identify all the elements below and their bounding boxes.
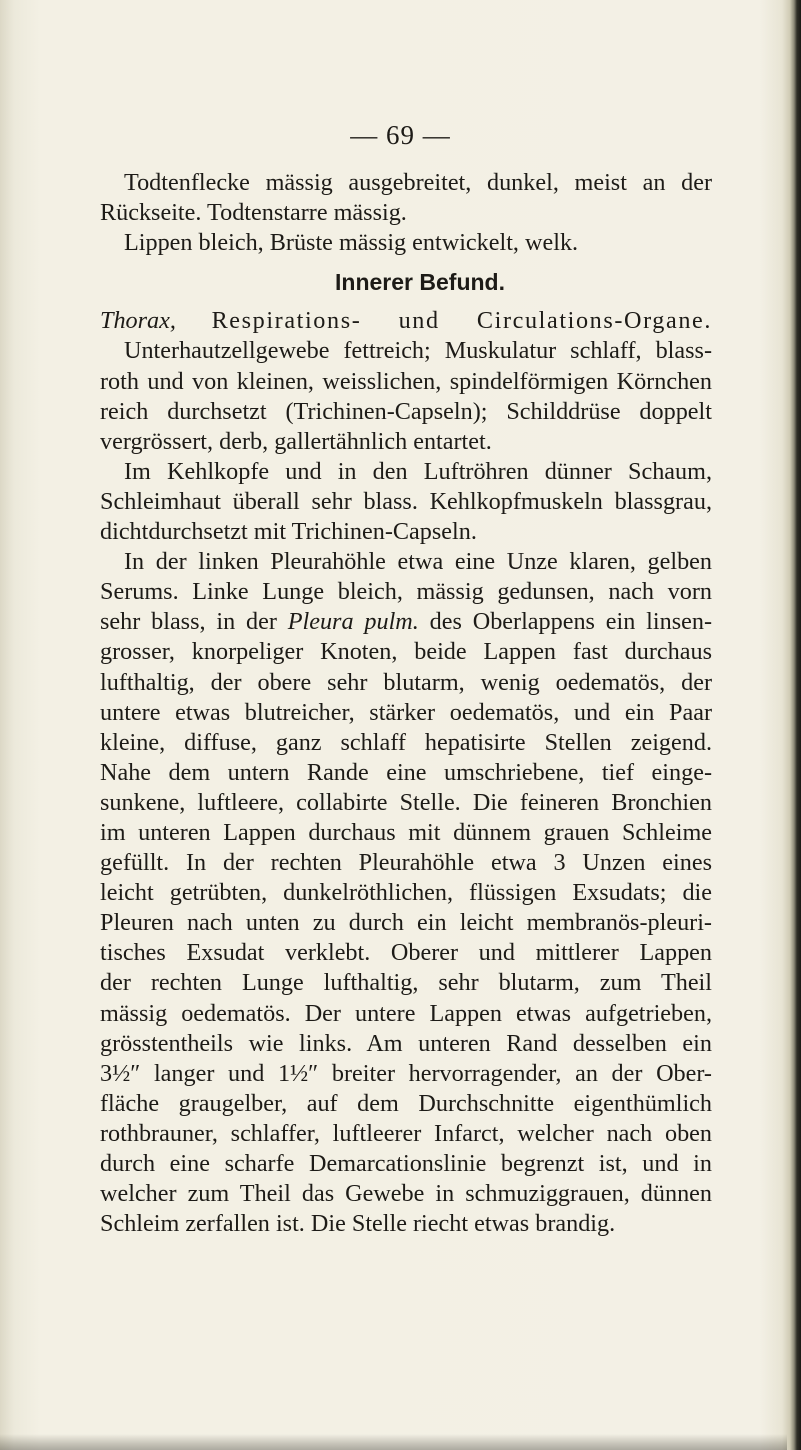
text-line: rothbrauner, schlaffer, luftleerer Infarct, welcher nach oben	[100, 1119, 712, 1147]
text-line: Serums. Linke Lunge bleich, mässig gedunsen, nach vorn	[100, 578, 712, 606]
text-line	[100, 306, 712, 336]
text-line: dichtdurchsetzt mit Trichinen-Capseln.	[100, 518, 477, 546]
text-line: roth und von kleinen, weisslichen, spindelförmigen Körnchen	[100, 367, 712, 395]
text-line: Unterhautzellgewebe fettreich; Muskulatur schlaff, blass-	[124, 337, 712, 365]
text-line: 3½″ langer und 1½″ breiter hervorragender, an der Ober-	[100, 1059, 712, 1087]
text-line: Pleuren nach unten zu durch ein leicht membranös-pleuri-	[100, 909, 712, 937]
text-line: lufthaltig, der obere sehr blutarm, wenig oedematös, der	[100, 668, 712, 696]
text-line: sunkene, luftleere, collabirte Stelle. Die feineren Bronchien	[100, 788, 712, 816]
text-line: vergrössert, derb, gallertähnlich entartet.	[100, 427, 492, 455]
text-line: Im Kehlkopfe und in den Luftröhren dünner Schaum,	[124, 457, 712, 485]
thorax-subtitle: Respirations- und Circulations-Organe.	[211, 307, 712, 335]
text-line: gefüllt. In der rechten Pleurahöhle etwa 3 Unzen eines	[100, 849, 712, 877]
body-text	[100, 168, 712, 1239]
text-line	[100, 607, 712, 637]
text-line: Rückseite. Todtenstarre mässig.	[100, 199, 407, 227]
text-line: durch eine scharfe Demarcationslinie begrenzt ist, und in	[100, 1150, 712, 1177]
text-line: im unteren Lappen durchaus mit dünnem grauen Schleime	[100, 818, 712, 846]
page-bottom-shadow	[0, 1434, 787, 1450]
page-number: — 69 —	[350, 120, 451, 150]
section-heading: Innerer Befund.	[335, 269, 505, 296]
text-line: In der linken Pleurahöhle etwa eine Unze klaren, gelben	[124, 548, 712, 576]
text-line: kleine, diffuse, ganz schlaff hepatisirte Stellen zeigend.	[100, 728, 712, 756]
text-line: welcher zum Theil das Gewebe in schmuziggrauen, dünnen	[100, 1180, 712, 1208]
text-line: mässig oedematös. Der untere Lappen etwas aufgetrieben,	[100, 999, 712, 1027]
text-line: reich durchsetzt (Trichinen-Capseln); Schilddrüse doppelt	[100, 397, 712, 425]
text-line: Lippen bleich, Brüste mässig entwickelt, welk.	[124, 229, 579, 257]
text-line: tisches Exsudat verklebt. Oberer und mittlerer Lappen	[100, 939, 712, 967]
text-line: fläche graugelber, auf dem Durchschnitte eigenthümlich	[100, 1089, 712, 1117]
text-line: Nahe dem untern Rande eine umschriebene, tief einge-	[100, 758, 712, 786]
thorax-label: Thorax,	[100, 307, 176, 335]
text-line: Schleimhaut überall sehr blass. Kehlkopfmuskeln blassgrau,	[100, 487, 712, 515]
text-line: untere etwas blutreicher, stärker oedematös, und ein Paar	[100, 698, 712, 726]
text-line: der rechten Lunge lufthaltig, sehr blutarm, zum Theil	[100, 969, 712, 997]
text-fragment: des Oberlappens ein linsen-	[429, 608, 712, 636]
text-line: leicht getrübten, dunkelröthlichen, flüssigen Exsudats; die	[100, 879, 712, 907]
text-line: grösstentheils wie links. Am unteren Rand desselben ein	[100, 1029, 712, 1057]
pleura-term: Pleura pulm.	[287, 608, 419, 636]
text-line: grosser, knorpeliger Knoten, beide Lappen fast durchaus	[100, 638, 712, 666]
text-line: Schleim zerfallen ist. Die Stelle riecht etwas brandig.	[100, 1210, 616, 1238]
text-fragment: sehr blass, in der	[100, 608, 277, 636]
text-line: Todtenflecke mässig ausgebreitet, dunkel, meist an der	[124, 169, 712, 196]
